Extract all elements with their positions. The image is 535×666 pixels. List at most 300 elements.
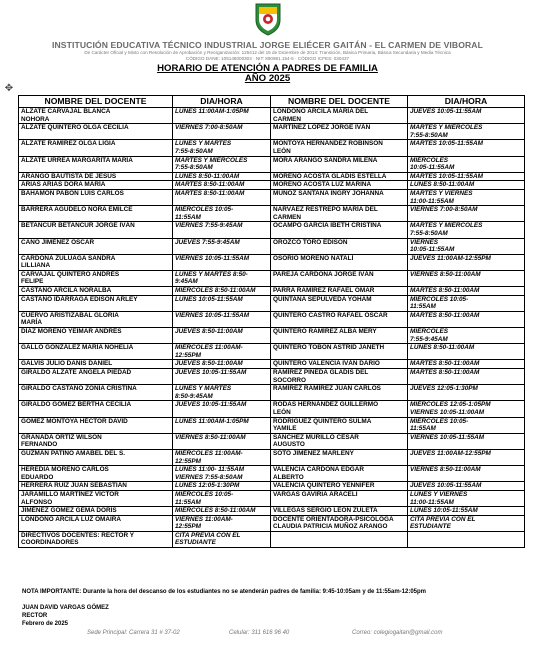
table-row [19, 328, 525, 344]
schedule-time-cell [173, 328, 271, 344]
table-row [19, 238, 525, 254]
schedule-time-cell [408, 515, 525, 531]
schedule-time-line: MIÉRCOLES 12:05-1:05PM [410, 401, 491, 409]
schedule-time-cell [408, 108, 525, 124]
teacher-name-cell [271, 360, 408, 369]
signatory-name: JUAN DAVID VARGAS GÓMEZ [22, 605, 109, 611]
schedule-time-line: LUNES 12:05-1:30PM [175, 482, 240, 490]
teacher-name-line: VARGAS GAVIRIA ARACELI [273, 490, 358, 498]
column-header-teacher: NOMBRE DEL DOCENTE [271, 96, 408, 108]
schedule-time-cell [408, 287, 525, 296]
teacher-name-line: COORDINADORES [21, 539, 79, 547]
schedule-time-line: MIÉRCOLES 10:05- [175, 490, 234, 498]
teacher-name-cell [19, 108, 173, 124]
schedule-time-cell [173, 401, 271, 417]
teacher-name-line: MUÑOZ SANTANA INGRY JOHANNA [273, 189, 384, 197]
schedule-time-line: MIÉRCOLES 10:05- [175, 206, 234, 214]
schedule-time-cell [408, 417, 525, 433]
important-note: NOTA IMPORTANTE: Durante la hora del descanso de los estudiantes no se atenderán padres de familia: 9:45-10:05am y de 11:55am-12:05pm [22, 589, 427, 595]
teacher-name-cell [271, 287, 408, 296]
table-row [19, 369, 525, 385]
schedule-time-line: LUNES 8:50-11:00AM [410, 344, 475, 352]
schedule-time-line: LUNES Y MARTES [175, 140, 232, 148]
schedule-time-line: MIÉRCOLES 11:00AM- [175, 344, 243, 352]
schedule-time-cell [173, 466, 271, 482]
teacher-name-cell [19, 189, 173, 205]
schedule-time-cell [173, 254, 271, 270]
schedule-time-line: MARTES 8:50-11:00AM [410, 311, 480, 319]
teacher-name-cell [271, 328, 408, 344]
teacher-name-cell [19, 344, 173, 360]
teacher-name-cell [271, 181, 408, 190]
schedule-time-cell [173, 156, 271, 172]
schedule-time-line: 11:55AM [175, 213, 201, 221]
teacher-name-line: RODAS HERNÁNDEZ GUILLERMO [273, 401, 379, 409]
document-date: Febrero de 2025 [22, 621, 69, 627]
teacher-name-line: VALENCIA QUINTERO YENNIFER [273, 482, 375, 490]
schedule-time-cell [408, 189, 525, 205]
table-row [19, 311, 525, 327]
schedule-time-line: MARTES 8:50-11:00AM [175, 189, 245, 197]
institution-resolution: De Carácter Oficial y Mixto con Resolución de Aprobación y Reorganización: 125412 del 15 de Diciembre de 2014: Transición, Básica Primaria, Básica Secundaria y Media Técnica [84, 50, 451, 55]
schedule-time-line: 7:55-8:50AM [410, 229, 448, 237]
teacher-name-line: YAMILE [273, 425, 297, 433]
schedule-time-cell [408, 124, 525, 140]
schedule-time-line: MARTES Y MIÉRCOLES [410, 124, 483, 132]
schedule-time-line: MARTES 10:05-11:55AM [410, 140, 483, 148]
schedule-time-line: MIÉRCOLES 8:50-11:00AM [175, 287, 256, 295]
teacher-name-line: GIRALDO GÓMEZ BERTHA CECILIA [21, 401, 132, 409]
teacher-name-line: CARMEN [273, 115, 302, 123]
schedule-time-line: VIERNES [410, 238, 439, 246]
schedule-time-line: CITA PREVIA CON EL [175, 531, 241, 539]
teacher-name-cell [271, 270, 408, 286]
teacher-name-line: MARÍA [21, 319, 42, 327]
schedule-time-line: MARTES Y MIÉRCOLES [410, 222, 483, 230]
schedule-time-line: CITA PREVIA CON EL [410, 515, 476, 523]
schedule-time-line: 7:55-8:50AM [175, 164, 213, 172]
table-row [19, 140, 525, 156]
teacher-name-line: OSORIO MORENO NATALÍ [273, 254, 354, 262]
schedule-time-line: MIÉRCOLES 10:05- [410, 295, 469, 303]
teacher-name-cell [271, 156, 408, 172]
schedule-time-line: VIERNES 7:00-8:50AM [175, 124, 243, 132]
schedule-time-line: VIERNES 10:05-11:00AM [410, 408, 485, 416]
teacher-name-line: VALENCIA CARDONA EDGAR [273, 466, 365, 474]
table-row [19, 515, 525, 531]
teacher-name-line: DÍAZ MORENO YEIMAR ANDRÉS [21, 328, 122, 336]
schedule-time-cell [408, 466, 525, 482]
schedule-time-cell [408, 270, 525, 286]
schedule-time-cell [173, 369, 271, 385]
teacher-name-line: CARVAJAL QUINTERO ANDRÉS [21, 270, 120, 278]
schedule-time-cell [173, 385, 271, 401]
schedule-time-line: ESTUDIANTE [175, 539, 216, 547]
teacher-name-line: MORENO ACOSTA LUZ MARINA [273, 181, 372, 189]
teacher-name-line: QUINTANA SEPÚLVEDA YOHAM [273, 295, 372, 303]
teacher-name-line: OCAMPO GARCÍA IBETH CRISTINA [273, 222, 382, 230]
table-row [19, 490, 525, 506]
teacher-name-cell [19, 449, 173, 465]
schedule-table-body [19, 108, 525, 548]
schedule-time-line: 12:55PM [175, 523, 201, 531]
signatory-role: RECTOR [22, 613, 48, 619]
table-row [19, 401, 525, 417]
teacher-name-cell [271, 417, 408, 433]
schedule-time-line: 7:55-8:50AM [175, 147, 213, 155]
schedule-time-line: 10:05-11:55AM [410, 164, 455, 172]
teacher-name-cell [271, 369, 408, 385]
schedule-time-cell [173, 140, 271, 156]
table-row [19, 172, 525, 181]
schedule-time-line: LUNES 10:05-11:55AM [410, 507, 478, 515]
footer-address: Sede Principal: Carrera 31 # 37-02 [87, 630, 180, 636]
table-row [19, 206, 525, 222]
schedule-time-line: LUNES 11:00- 11:55AM [175, 466, 245, 474]
teacher-name-cell [19, 385, 173, 401]
teacher-name-line: LONDOÑO ARCILA MARÍA DEL [273, 108, 369, 115]
teacher-name-cell [19, 531, 173, 547]
table-row [19, 124, 525, 140]
schedule-time-line: 11:00-11:55AM [410, 498, 454, 506]
schedule-time-line: MARTES Y VIERNES [410, 189, 473, 197]
schedule-time-line: JUEVES 11:00AM-12:55PM [410, 449, 491, 457]
schedule-time-line: LUNES Y MARTES 8:50- [175, 270, 248, 278]
schedule-time-line: 8:50-9:45AM [175, 392, 213, 400]
schedule-time-line: VIERNES 8:50-11:00AM [175, 433, 246, 441]
column-header-teacher: NOMBRE DEL DOCENTE [19, 96, 173, 108]
teacher-name-line: SOTO JIMÉNEZ MARLENY [273, 449, 354, 457]
schedule-time-cell [173, 482, 271, 491]
teacher-name-cell [271, 385, 408, 401]
teacher-name-cell [19, 270, 173, 286]
teacher-name-cell [19, 124, 173, 140]
teacher-name-cell [271, 344, 408, 360]
teacher-name-cell [19, 311, 173, 327]
schedule-time-cell [408, 531, 525, 547]
teacher-name-line: GÓMEZ MONTOYA HÉCTOR DAVID [21, 417, 128, 425]
teacher-name-line: LONDOÑO ARCILA LUZ OMAIRA [21, 515, 121, 523]
teacher-name-cell [271, 189, 408, 205]
schedule-time-line: MARTES Y MIÉRCOLES [175, 156, 248, 164]
schedule-time-cell [173, 206, 271, 222]
teacher-name-line: NARVÁEZ RESTREPO MARÍA DEL [273, 206, 378, 214]
teacher-name-cell [19, 482, 173, 491]
schedule-time-line: JUEVES 12:05-1:30PM [410, 385, 478, 393]
schedule-time-line: VIERNES 10:05-11:55AM [175, 254, 250, 262]
schedule-time-cell [408, 344, 525, 360]
schedule-time-line: VIERNES 8:50-11:00AM [410, 270, 481, 278]
schedule-time-line: MARTES 8:50-11:00AM [410, 360, 480, 368]
teacher-name-cell [271, 449, 408, 465]
schedule-time-line: JUEVES 10:05-11:55AM [175, 401, 247, 409]
teacher-name-cell [271, 466, 408, 482]
schedule-time-cell [173, 311, 271, 327]
schedule-time-line: VIERNES 11:00AM- [175, 515, 233, 523]
teacher-name-cell [271, 140, 408, 156]
footer-email: Correo: colegiogaitan@gmail.com [352, 630, 443, 636]
schedule-time-line: VIERNES 10:05-11:55AM [410, 433, 485, 441]
teacher-name-cell [19, 222, 173, 238]
teacher-name-cell [271, 507, 408, 516]
teacher-name-cell [271, 482, 408, 491]
teacher-name-line: GALVIS JULIO DANIS DANIEL [21, 360, 113, 368]
table-row [19, 108, 525, 124]
teacher-name-cell [271, 108, 408, 124]
schedule-time-cell [173, 181, 271, 190]
document-header [0, 0, 535, 95]
schedule-time-line: 11:55AM [410, 425, 436, 433]
teacher-name-cell [271, 206, 408, 222]
table-row [19, 295, 525, 311]
teacher-name-line: GUZMÁN PATIÑO AMABEL DEL S. [21, 449, 126, 457]
schedule-time-line: MIÉRCOLES 8:50-11:00AM [175, 507, 256, 515]
schedule-time-line: VIERNES 7:55-8:50AM [175, 473, 243, 481]
table-row [19, 417, 525, 433]
schedule-time-line: LUNES 8:50-11:00AM [175, 172, 240, 180]
teacher-name-line: HEREDIA MORENO CARLOS [21, 466, 109, 474]
schedule-time-line: MIÉRCOLES 11:00AM- [175, 449, 243, 457]
teacher-name-cell [19, 238, 173, 254]
teacher-name-cell [271, 295, 408, 311]
schedule-time-line: VIERNES 7:00-8:50AM [410, 206, 478, 214]
schedule-time-line: VIERNES 8:50-11:00AM [410, 466, 481, 474]
schedule-time-line: JUEVES 10:05-11:55AM [410, 482, 482, 490]
teacher-name-cell [271, 433, 408, 449]
teacher-name-line: RAMÍREZ PINEDA GLADIS DEL [273, 369, 369, 376]
teacher-name-cell [19, 254, 173, 270]
table-row [19, 344, 525, 360]
schedule-time-line: 12:55PM [175, 351, 201, 359]
table-row [19, 360, 525, 369]
teacher-name-line: CARDONA ZULUAGA SANDRA [21, 254, 116, 262]
schedule-time-line: LUNES 11:00AM-1:05PM [175, 417, 249, 425]
schedule-time-cell [173, 124, 271, 140]
schedule-time-cell [408, 401, 525, 417]
teacher-name-line: ALZATE CARVAJAL BLANCA [21, 108, 111, 115]
table-row [19, 482, 525, 491]
schedule-time-cell [408, 238, 525, 254]
schedule-time-line: JUEVES 7:55-9:45AM [175, 238, 240, 246]
schedule-time-line: MIÉRCOLES [410, 328, 448, 336]
schedule-time-line: JUEVES 8:50-11:00AM [175, 360, 243, 368]
schedule-time-cell [173, 287, 271, 296]
schedule-time-cell [408, 222, 525, 238]
table-row [19, 287, 525, 296]
teacher-name-line: ALZATE URREA MARGARITA MARÍA [21, 156, 133, 164]
schedule-time-line: MARTES 8:50-11:00AM [410, 287, 480, 295]
table-row [19, 466, 525, 482]
teacher-name-line: CASTAÑO ARCILA NORALBA [21, 287, 112, 295]
schedule-time-cell [408, 507, 525, 516]
teacher-name-line: CLAUDIA PATRICIA MUÑOZ ARANGO [273, 523, 388, 531]
teacher-name-cell [19, 360, 173, 369]
teacher-name-cell [271, 531, 408, 547]
teacher-name-cell [19, 466, 173, 482]
footer-phone: Celular: 311 616 96 40 [229, 630, 290, 636]
table-header-row [19, 96, 525, 108]
table-row [19, 507, 525, 516]
teacher-name-cell [271, 238, 408, 254]
teacher-name-cell [19, 490, 173, 506]
column-header-day-time: DIA/HORA [408, 96, 525, 108]
table-row [19, 531, 525, 547]
schedule-time-cell [173, 449, 271, 465]
teacher-name-line: OROZCO TORO EDISON [273, 238, 348, 246]
schedule-table [18, 95, 525, 548]
teacher-name-line: LEÓN [273, 408, 291, 416]
schedule-time-cell [173, 433, 271, 449]
teacher-name-line: DOCENTE ORIENTADORA-PSICÓLOGA [273, 515, 394, 523]
teacher-name-line: DIRECTIVOS DOCENTES: RECTOR Y [21, 531, 135, 539]
teacher-name-line: RODRÍGUEZ QUINTERO SULMA [273, 417, 372, 425]
teacher-name-cell [271, 222, 408, 238]
document-title: HORARIO DE ATENCIÓN A PADRES DE FAMILIA [157, 63, 378, 74]
document-year: AÑO 2025 [244, 73, 291, 84]
table-row [19, 270, 525, 286]
schedule-time-line: LUNES 8:50-11:00AM [410, 181, 475, 189]
teacher-name-line: ARIAS ARIAS DORA MARÍA [21, 181, 106, 189]
teacher-name-cell [271, 172, 408, 181]
teacher-name-line: ALFONSO [21, 498, 53, 506]
schedule-time-cell [408, 140, 525, 156]
schedule-time-line: 7:55-9:45AM [410, 335, 448, 343]
teacher-name-line: MORA ARANGO SANDRA MILENA [273, 156, 378, 164]
teacher-name-line: ALZATE RAMÍREZ OLGA LIGIA [21, 140, 116, 148]
teacher-name-cell [19, 433, 173, 449]
schedule-time-line: JUEVES 10:05-11:55AM [410, 108, 482, 115]
teacher-name-line: QUINTERO VALENCIA IVÁN DARIO [273, 360, 380, 368]
schedule-time-cell [408, 433, 525, 449]
table-row [19, 433, 525, 449]
table-row [19, 181, 525, 190]
table-row [19, 254, 525, 270]
teacher-name-cell [19, 287, 173, 296]
teacher-name-cell [271, 490, 408, 506]
schedule-time-cell [408, 385, 525, 401]
teacher-name-line: EDUARDO [21, 473, 54, 481]
schedule-time-line: 9:45AM [175, 278, 198, 286]
table-move-handle-icon[interactable]: ✥ [4, 83, 14, 94]
teacher-name-line: SOCORRO [273, 376, 307, 384]
schedule-time-cell [408, 206, 525, 222]
schedule-time-cell [408, 254, 525, 270]
teacher-name-line: FERNANDO [21, 441, 58, 449]
schedule-time-cell [173, 507, 271, 516]
teacher-name-line: AUGUSTO [273, 441, 305, 449]
schedule-time-line: 11:55AM [410, 303, 436, 311]
teacher-name-line: ALZATE QUINTERO OLGA CECILIA [21, 124, 129, 132]
teacher-name-cell [271, 401, 408, 417]
teacher-name-cell [271, 515, 408, 531]
schedule-time-cell [173, 189, 271, 205]
schedule-time-line: LUNES 11:00AM-1:05PM [175, 108, 249, 115]
teacher-name-cell [19, 206, 173, 222]
institution-name: INSTITUCIÓN EDUCATIVA TÉCNICO INDUSTRIAL JORGE ELIÉCER GAITÁN - EL CARMEN DE VIBORAL [52, 40, 483, 50]
teacher-name-line: ALBERTO [273, 473, 304, 481]
schedule-time-line: MIÉRCOLES [410, 156, 448, 164]
schedule-time-cell [408, 482, 525, 491]
schedule-time-line: MIÉRCOLES 10:05- [410, 417, 469, 425]
schedule-time-cell [173, 295, 271, 311]
schedule-time-cell [408, 369, 525, 385]
teacher-name-line: BETANCUR BETANCUR JORGE IVÁN [21, 222, 135, 230]
teacher-name-line: LEÓN [273, 147, 291, 155]
teacher-name-line: CANO JIMÉNEZ ÓSCAR [21, 238, 95, 246]
schedule-time-cell [173, 531, 271, 547]
teacher-name-cell [271, 254, 408, 270]
teacher-name-line: SÁNCHEZ MURILLO CÉSAR [273, 433, 359, 441]
schedule-time-line: ESTUDIANTE [410, 523, 451, 531]
teacher-name-line: CASTAÑO IDÁRRAGA EDISON ARLEY [21, 295, 138, 303]
schedule-time-line: 11:00-11:55AM [410, 197, 454, 205]
schedule-time-line: 11:55AM [175, 498, 201, 506]
schedule-time-line: LUNES 10:05-11:55AM [175, 295, 243, 303]
teacher-name-line: MONTOYA HERNÁNDEZ ROBINSON [273, 140, 383, 148]
teacher-name-line: GRANADA ORTÍZ WILSON [21, 433, 102, 441]
table-row [19, 449, 525, 465]
schedule-time-line: MARTES 8:50-11:00AM [175, 181, 245, 189]
schedule-time-cell [408, 360, 525, 369]
schedule-time-cell [408, 311, 525, 327]
schedule-time-cell [408, 328, 525, 344]
teacher-name-line: GALLO GONZÁLEZ MARÍA NOHELIA [21, 344, 134, 352]
institution-codes: CÓDIGO DANE: 105148000303 · NIT: 890981.154-5 · CÓDIGO ICFES: 030437 [185, 56, 350, 61]
teacher-name-line: RAMÍREZ RAMÍREZ JUAN CARLOS [273, 385, 381, 393]
teacher-name-line: BARRERA AGUDELO NORA EMILCE [21, 206, 133, 214]
teacher-name-line: CARMEN [273, 213, 302, 221]
schedule-time-cell [408, 172, 525, 181]
teacher-name-cell [19, 156, 173, 172]
teacher-name-cell [19, 295, 173, 311]
teacher-name-line: GIRALDO ALZATE ÁNGELA PIEDAD [21, 369, 132, 376]
school-crest-logo [254, 2, 282, 36]
schedule-time-cell [408, 181, 525, 190]
schedule-time-line: 10:05-11:55AM [410, 246, 455, 254]
teacher-name-line: FELIPE [21, 278, 44, 286]
teacher-name-line: CUERVO ARISTIZABAL GLORIA [21, 311, 119, 319]
schedule-time-cell [173, 108, 271, 124]
teacher-name-line: MARTÍNEZ LÓPEZ JORGE IVÁN [273, 124, 371, 132]
schedule-time-line: LUNES Y MARTES [175, 385, 232, 393]
teacher-name-cell [19, 140, 173, 156]
schedule-time-cell [408, 156, 525, 172]
teacher-name-cell [271, 311, 408, 327]
schedule-time-cell [408, 295, 525, 311]
schedule-time-cell [173, 360, 271, 369]
schedule-time-cell [408, 449, 525, 465]
schedule-time-cell [173, 344, 271, 360]
teacher-name-line: JARAMILLO MARTÍNEZ VÍCTOR [21, 490, 119, 498]
schedule-time-cell [173, 490, 271, 506]
table-row [19, 385, 525, 401]
table-row [19, 156, 525, 172]
schedule-time-line: 7:55-8:50AM [410, 131, 448, 139]
schedule-time-line: JUEVES 10:05-11:55AM [175, 369, 247, 376]
schedule-time-cell [173, 222, 271, 238]
teacher-name-line: QUINTERO CASTRO RAFAEL ÓSCAR [273, 311, 388, 319]
teacher-name-cell [19, 181, 173, 190]
teacher-name-cell [19, 401, 173, 417]
schedule-time-cell [173, 417, 271, 433]
teacher-name-line: LILLIANA [21, 262, 51, 270]
schedule-time-line: JUEVES 8:50-11:00AM [175, 328, 243, 336]
schedule-time-line: 12:55PM [175, 457, 201, 465]
schedule-time-line: MARTES 8:50-11:00AM [410, 369, 480, 376]
teacher-name-cell [19, 369, 173, 385]
teacher-name-line: VILLEGAS SERGIO LEÓN ZULETA [273, 507, 378, 515]
teacher-name-line: HERRERA RUÍZ JUAN SEBASTIÁN [21, 482, 127, 490]
